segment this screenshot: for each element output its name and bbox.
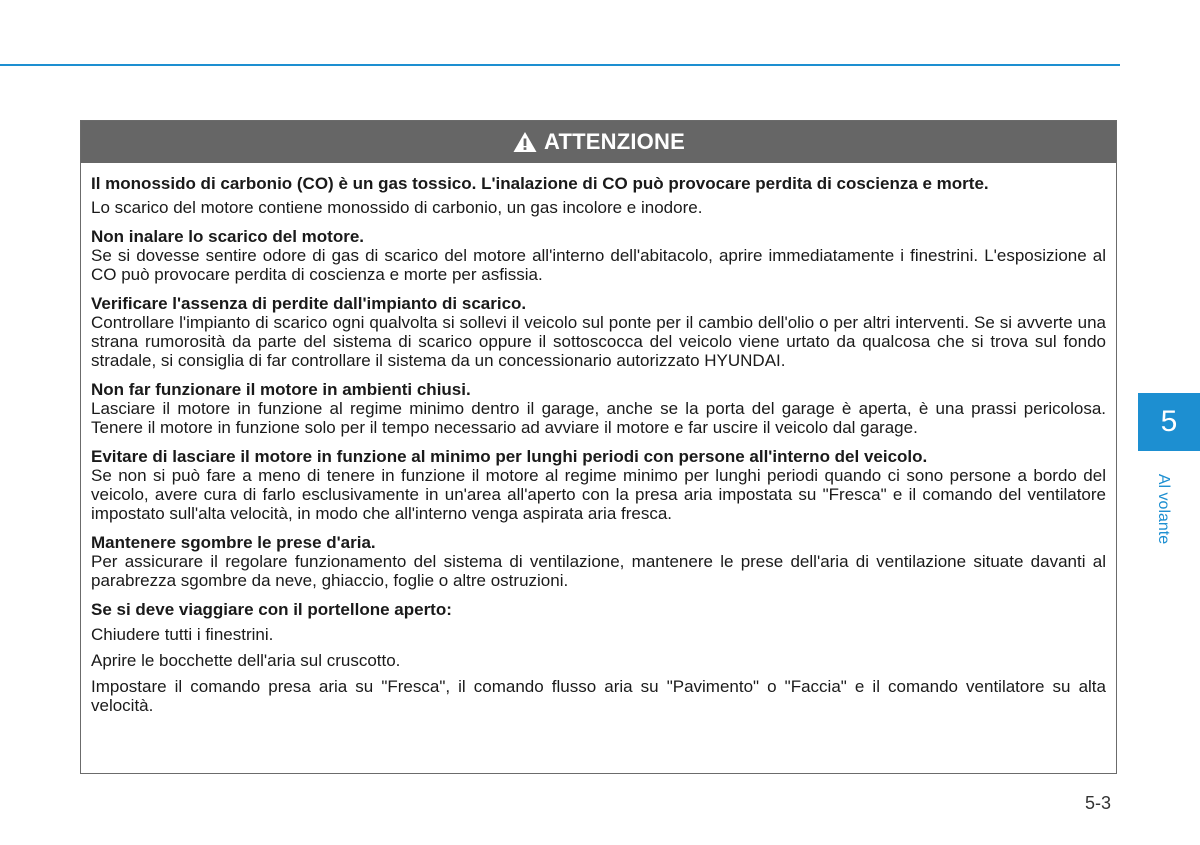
section-air-intakes	[91, 533, 1106, 590]
chapter-label: Al volante	[1155, 473, 1172, 545]
section-closed-spaces	[91, 380, 1106, 437]
section-title: Non inalare lo scarico del motore.	[91, 227, 365, 246]
instruction-line: Chiudere tutti i finestrini.	[91, 625, 274, 644]
top-rule	[0, 64, 1120, 66]
warning-box	[80, 120, 1117, 774]
page-number: 5-3	[1085, 793, 1112, 813]
warning-title: ATTENZIONE	[544, 129, 685, 154]
lead-statement: Il monossido di carbonio (CO) è un gas tossico. L'inalazione di CO può provocare perdita di coscienza e morte.	[91, 174, 989, 193]
warning-body	[81, 163, 1116, 715]
section-text: Se non si può fare a meno di tenere in funzione il motore al regime minimo per lunghi periodi quando ci sono persone a bordo del veicolo, avere cura di farlo esclusivamente in un'area all'aperto con la presa aria impostata su "Fresca" e il comando del ventilatore impostato sull'alta velocità, in modo che all'interno venga aspirata aria fresca.	[91, 466, 1106, 523]
section-text: Lasciare il motore in funzione al regime minimo dentro il garage, anche se la porta del garage è aperta, è una prassi pericolosa. Tenere il motore in funzione solo per il tempo necessario ad avviare il motore e far uscire il veicolo dal garage.	[91, 399, 1106, 437]
section-text: Per assicurare il regolare funzionamento del sistema di ventilazione, mantenere le prese dell'aria di ventilazione situate davanti al parabrezza sgombre da neve, ghiaccio, foglie o altre ostruzioni.	[91, 552, 1106, 590]
section-inhale	[91, 227, 1106, 284]
section-title: Se si deve viaggiare con il portellone aperto:	[91, 600, 452, 619]
section-title: Mantenere sgombre le prese d'aria.	[91, 533, 376, 552]
section-tailgate-open	[91, 600, 1106, 715]
instruction-line: Impostare il comando presa aria su "Fresca", il comando flusso aria su "Pavimento" o "Faccia" e il comando ventilatore su alta velocità.	[91, 677, 1106, 715]
section-idle-occupants	[91, 447, 1106, 523]
instruction-line: Aprire le bocchette dell'aria sul cruscotto.	[91, 651, 401, 670]
section-title: Verificare l'assenza di perdite dall'impianto di scarico.	[91, 294, 527, 313]
section-title: Non far funzionare il motore in ambienti chiusi.	[91, 380, 471, 399]
lead-text: Lo scarico del motore contiene monossido di carbonio, un gas incolore e inodore.	[91, 198, 703, 217]
section-title: Evitare di lasciare il motore in funzione al minimo per lunghi periodi con persone all'interno del veicolo.	[91, 447, 928, 466]
chapter-number: 5	[1160, 405, 1178, 438]
chapter-tab	[1138, 393, 1200, 451]
section-text: Controllare l'impianto di scarico ogni qualvolta si sollevi il veicolo sul ponte per il cambio dell'olio o per altri interventi. Se si avverte una strana rumorosità da parte del sistema di scarico oppure il sottoscocca del veicolo viene urtato da qualcosa che si trova sul fondo stradale, si consiglia di far controllare il sistema da un concessionario autorizzato HYUNDAI.	[91, 313, 1106, 370]
warning-header	[81, 121, 1116, 163]
section-text: Se si dovesse sentire odore di gas di scarico del motore all'interno dell'abitacolo, aprire immediatamente i finestrini. L'esposizione al CO può provocare perdita di coscienza e morte per asfissia.	[91, 246, 1106, 284]
section-exhaust-leaks	[91, 294, 1106, 370]
warning-triangle-icon	[512, 130, 538, 154]
